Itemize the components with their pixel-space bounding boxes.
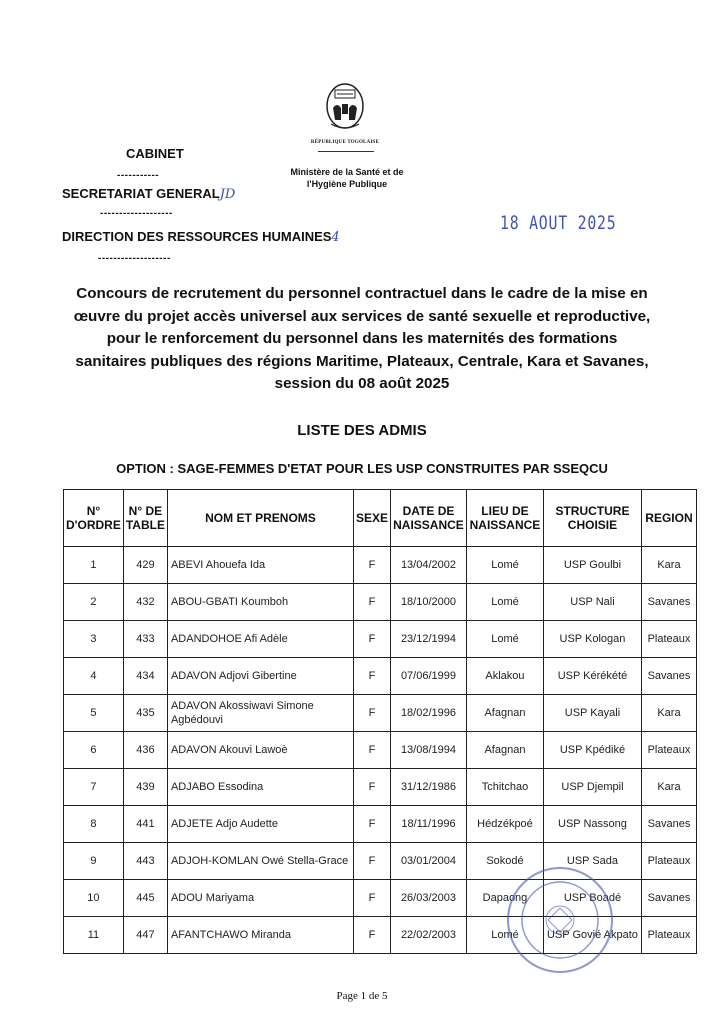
table-cell: 433: [123, 621, 167, 658]
table-cell: F: [353, 584, 390, 621]
table-cell: 445: [123, 880, 167, 917]
column-header: STRUCTURE CHOISIE: [543, 490, 641, 547]
table-row: [64, 584, 697, 621]
document-title: [40, 283, 684, 396]
date-stamp: 18 AOUT 2025: [500, 212, 617, 234]
togo-coat-of-arms-icon: [323, 80, 367, 136]
table-cell: ADJOH-KOMLAN Owé Stella-Grace: [167, 843, 353, 880]
table-row: [64, 658, 697, 695]
table-cell: USP Djempil: [543, 769, 641, 806]
table-cell: 18/02/1996: [390, 695, 466, 732]
table-cell: Afagnan: [466, 695, 543, 732]
table-cell: USP Boadé: [543, 880, 641, 917]
table-cell: USP Kologan: [543, 621, 641, 658]
table-cell: USP Goulbi: [543, 547, 641, 584]
secretariat-text: SECRETARIAT GENERAL: [62, 186, 220, 201]
option-title: OPTION : SAGE-FEMMES D'ETAT POUR LES USP CONSTRUITES PAR SSEQCU: [116, 461, 608, 476]
table-cell: Plateaux: [641, 621, 696, 658]
table-cell: 436: [123, 732, 167, 769]
table-cell: 441: [123, 806, 167, 843]
column-header: NOM ET PRENOMS: [167, 490, 353, 547]
table-row: [64, 621, 697, 658]
table-cell: Dapaong: [466, 880, 543, 917]
table-row: [64, 769, 697, 806]
table-cell: Savanes: [641, 806, 696, 843]
table-cell: 443: [123, 843, 167, 880]
table-cell: AFANTCHAWO Miranda: [167, 917, 353, 954]
table-cell: 18/10/2000: [390, 584, 466, 621]
divider: [318, 151, 374, 152]
table-cell: 31/12/1986: [390, 769, 466, 806]
secretariat-label: [62, 186, 235, 202]
table-cell: 9: [64, 843, 124, 880]
table-cell: ADAVON Adjovi Gibertine: [167, 658, 353, 695]
list-title: LISTE DES ADMIS: [297, 422, 427, 439]
table-cell: 22/02/2003: [390, 917, 466, 954]
table-cell: USP Nali: [543, 584, 641, 621]
table-cell: Lomé: [466, 917, 543, 954]
table-header-row: [64, 490, 697, 547]
table-cell: Lomé: [466, 547, 543, 584]
table-cell: 26/03/2003: [390, 880, 466, 917]
separator-dashes: -----------: [117, 170, 160, 181]
table-cell: 435: [123, 695, 167, 732]
table-cell: F: [353, 880, 390, 917]
table-cell: 13/04/2002: [390, 547, 466, 584]
handwritten-initials: JD: [219, 187, 236, 202]
table-cell: ADJABO Essodina: [167, 769, 353, 806]
page-number: Page 1 de 5: [336, 990, 388, 1002]
table-cell: 447: [123, 917, 167, 954]
table-cell: Afagnan: [466, 732, 543, 769]
table-cell: 4: [64, 658, 124, 695]
table-cell: 13/08/1994: [390, 732, 466, 769]
table-cell: Savanes: [641, 880, 696, 917]
title-line: Concours de recrutement du personnel contractuel dans le cadre de la mise en: [76, 285, 648, 302]
table-cell: F: [353, 843, 390, 880]
table-cell: Aklakou: [466, 658, 543, 695]
table-cell: 432: [123, 584, 167, 621]
column-header: N° DE TABLE: [123, 490, 167, 547]
table-cell: 10: [64, 880, 124, 917]
table-cell: Plateaux: [641, 843, 696, 880]
table-cell: Kara: [641, 547, 696, 584]
table-cell: 8: [64, 806, 124, 843]
table-cell: ADAVON Akouvi Lawoè: [167, 732, 353, 769]
table-cell: ABOU-GBATI Koumboh: [167, 584, 353, 621]
title-line: sanitaires publiques des régions Maritime, Plateaux, Centrale, Kara et Savanes,: [75, 352, 649, 370]
table-cell: 7: [64, 769, 124, 806]
table-cell: F: [353, 806, 390, 843]
column-header: DATE DE NAISSANCE: [390, 490, 466, 547]
table-cell: Lomé: [466, 621, 543, 658]
table-cell: 2: [64, 584, 124, 621]
table-cell: F: [353, 917, 390, 954]
table-row: [64, 547, 697, 584]
table-cell: 03/01/2004: [390, 843, 466, 880]
separator-dashes: -------------------: [100, 208, 173, 219]
table-cell: Tchitchao: [466, 769, 543, 806]
table-cell: F: [353, 547, 390, 584]
table-cell: Kara: [641, 695, 696, 732]
table-row: [64, 732, 697, 769]
column-header: N° D'ORDRE: [64, 490, 124, 547]
column-header: SEXE: [353, 490, 390, 547]
separator-dashes: -------------------: [98, 253, 171, 264]
table-cell: ADJETE Adjo Audette: [167, 806, 353, 843]
direction-label: [62, 229, 340, 245]
table-cell: Plateaux: [641, 732, 696, 769]
table-cell: USP Govié Akpato: [543, 917, 641, 954]
table-cell: Lomé: [466, 584, 543, 621]
title-line: session du 08 août 2025: [274, 375, 450, 392]
table-cell: 07/06/1999: [390, 658, 466, 695]
table-cell: 5: [64, 695, 124, 732]
title-line: pour le renforcement du personnel dans les maternités des formations: [106, 330, 618, 347]
table-cell: Kara: [641, 769, 696, 806]
table-cell: 6: [64, 732, 124, 769]
table-cell: ADANDOHOE Afi Adèle: [167, 621, 353, 658]
table-cell: F: [353, 695, 390, 732]
title-line: œuvre du projet accès universel aux services de santé sexuelle et reproductive,: [73, 307, 651, 325]
cabinet-label: CABINET: [126, 146, 184, 161]
ministry-line-2: l'Hygiène Publique: [306, 179, 388, 189]
table-row: [64, 695, 697, 732]
column-header: REGION: [641, 490, 696, 547]
table-cell: ADOU Mariyama: [167, 880, 353, 917]
table-cell: Plateaux: [641, 917, 696, 954]
table-cell: Savanes: [641, 658, 696, 695]
direction-text: DIRECTION DES RESSOURCES HUMAINES: [62, 229, 332, 244]
table-cell: Savanes: [641, 584, 696, 621]
ministry-name: [272, 166, 422, 190]
republic-label: RÉPUBLIQUE TOGOLAISE: [310, 140, 380, 145]
table-cell: F: [353, 658, 390, 695]
table-cell: USP Kpédiké: [543, 732, 641, 769]
table-cell: USP Nassong: [543, 806, 641, 843]
table-cell: 439: [123, 769, 167, 806]
table-cell: 23/12/1994: [390, 621, 466, 658]
table-cell: USP Sada: [543, 843, 641, 880]
table-cell: ABEVI Ahouefa Ida: [167, 547, 353, 584]
table-cell: 11: [64, 917, 124, 954]
table-cell: 429: [123, 547, 167, 584]
table-cell: F: [353, 621, 390, 658]
table-cell: 1: [64, 547, 124, 584]
table-cell: USP Kérékété: [543, 658, 641, 695]
column-header: LIEU DE NAISSANCE: [466, 490, 543, 547]
ministry-line-1: Ministère de la Santé et de: [290, 167, 404, 177]
table-cell: ADAVON Akossiwavi Simone Agbédouvi: [167, 695, 353, 732]
table-cell: F: [353, 769, 390, 806]
handwritten-mark: 4: [331, 230, 340, 245]
table-cell: F: [353, 732, 390, 769]
table-cell: Hédzékpoé: [466, 806, 543, 843]
table-cell: 18/11/1996: [390, 806, 466, 843]
table-cell: 434: [123, 658, 167, 695]
table-cell: Sokodé: [466, 843, 543, 880]
table-row: [64, 806, 697, 843]
table-cell: USP Kayali: [543, 695, 641, 732]
official-seal-stamp: [504, 864, 616, 976]
table-cell: 3: [64, 621, 124, 658]
